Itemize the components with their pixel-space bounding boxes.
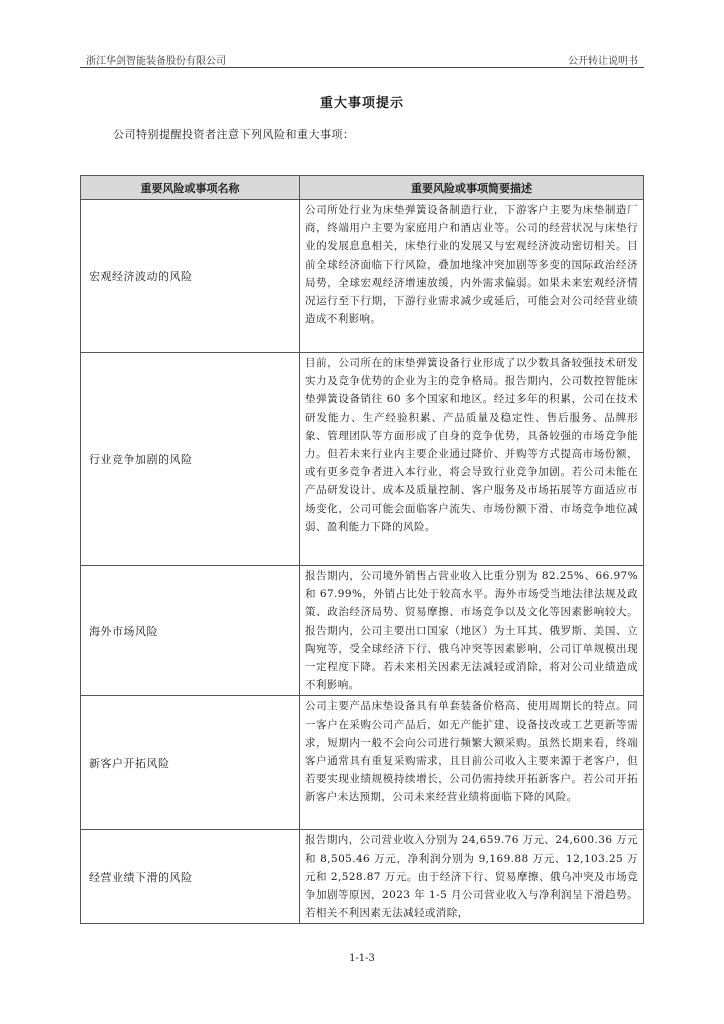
risk-name: 经营业绩下滑的风险 (81, 830, 300, 924)
risk-description: 目前，公司所在的床垫弹簧设备行业形成了以少数具备较强技术研发实力及竞争优势的企业为主的竞争格局。报告期内，公司数控智能床垫弹簧设备销往 60 多个国家和地区。经过多年的积累，公司在技术研发能力、生产经验积累、产品质量及稳定性、售后服务、品牌形象、管理团队等方面形成了自身的竞争优势，具备较强的市场竞争能力。但若未来行业内主要企业通过降价、并购等方式提高市场份额，或有更多竞争者进入本行业，将会导致行业竞争加剧。若公司未能在产品研发设计、成本及质量控制、客户服务及市场拓展等方面适应市场变化，公司可能会面临客户流失、市场份额下滑、市场竞争地位减弱、盈利能力下降的风险。 (300, 353, 644, 566)
page-title: 重大事项提示 (319, 96, 404, 111)
table-row (81, 353, 644, 566)
header-divider (80, 67, 644, 68)
risk-description: 公司所处行业为床垫弹簧设备制造行业，下游客户主要为床垫制造厂商，终端用户主要为家庭用户和酒店业等。公司的经营状况与床垫行业的发展息息相关，床垫行业的发展又与宏观经济波动密切相关。目前全球经济面临下行风险，叠加地缘冲突加剧等多变的国际政治经济局势，全球宏观经济增速放缓，内外需求偏弱。如果未来宏观经济情况运行至下行期，下游行业需求减少或延后，可能会对公司经营业绩造成不利影响。 (300, 200, 644, 353)
page-number: 1-1-3 (349, 953, 375, 964)
table-row (81, 696, 644, 830)
risk-name: 行业竞争加剧的风险 (81, 353, 300, 566)
risk-table (80, 175, 644, 924)
intro-text: 公司特别提醒投资者注意下列风险和重大事项： (113, 128, 355, 141)
table-row (81, 200, 644, 353)
risk-description: 公司主要产品床垫设备具有单套装备价格高、使用周期长的特点。同一客户在采购公司产品后，如无产能扩建、设备技改或工艺更新等需求，短期内一般不会向公司进行频繁大额采购。虽然长期来看，终端客户通常具有重复采购需求，且目前公司收入主要来源于老客户，但若要实现业绩规模持续增长，公司仍需持续开拓新客户。若公司开拓新客户未达预期，公司未来经营业绩将面临下降的风险。 (300, 696, 644, 830)
header-doc-name: 公开转让说明书 (568, 56, 638, 67)
header-company: 浙江华剑智能装备股份有限公司 (86, 56, 226, 67)
page-header (80, 52, 644, 66)
risk-description: 报告期内，公司营业收入分别为 24,659.76 万元、24,600.36 万元和 8,505.46 万元，净利润分别为 9,169.88 万元、12,103.25 万元和 2,528.87 万元。由于经济下行、贸易摩擦、俄乌冲突及市场竞争加剧等原因，2023 年 1-5 月公司营业收入与净利润呈下滑趋势。若相关不利因素无法减轻或消除， (300, 830, 644, 924)
risk-name: 海外市场风险 (81, 566, 300, 696)
risk-description: 报告期内，公司境外销售占营业收入比重分别为 82.25%、66.97%和 67.99%，外销占比处于较高水平。海外市场受当地法律法规及政策、政治经济局势、贸易摩擦、市场竞争以及文化等因素影响较大。报告期内，公司主要出口国家（地区）为土耳其、俄罗斯、美国、立陶宛等，受全球经济下行、俄乌冲突等因素影响，公司订单规模出现一定程度下降。若未来相关因素无法减轻或消除，将对公司业绩造成不利影响。 (300, 566, 644, 696)
risk-name: 新客户开拓风险 (81, 696, 300, 830)
risk-name: 宏观经济波动的风险 (81, 200, 300, 353)
table-header-row (81, 176, 644, 200)
table-row (81, 830, 644, 924)
table-row (81, 566, 644, 696)
column-header-desc: 重要风险或事项简要描述 (300, 176, 644, 200)
column-header-name: 重要风险或事项名称 (81, 176, 300, 200)
